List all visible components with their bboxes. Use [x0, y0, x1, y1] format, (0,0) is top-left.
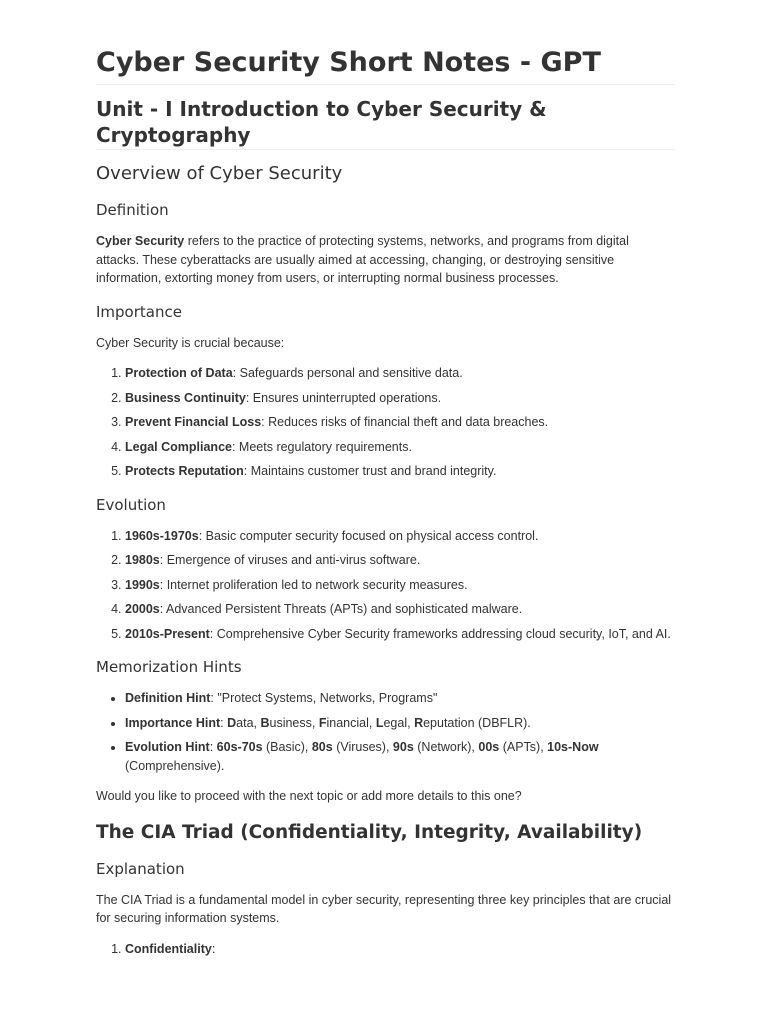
letter-b: B	[260, 715, 270, 730]
word-rest: usiness,	[269, 715, 319, 730]
item-term: Protects Reputation	[125, 464, 244, 478]
importance-intro: Cyber Security is crucial because:	[96, 335, 285, 350]
item-term: Importance Hint	[125, 715, 221, 730]
item-text: : Emergence of viruses and anti-virus software.	[159, 553, 421, 567]
item-text: : Basic computer security focused on physical access control.	[198, 528, 539, 543]
item-term: 1980s	[125, 553, 160, 567]
definition-paragraph	[96, 232, 675, 288]
word-rest: inancial,	[326, 715, 376, 730]
list-item	[125, 576, 675, 595]
period-term: 00s	[478, 740, 500, 754]
period-text: (Network),	[413, 740, 479, 754]
period-term: 60s-70s	[216, 740, 263, 754]
item-term: 1960s-1970s	[125, 528, 199, 543]
period-term: 80s	[311, 740, 333, 754]
item-term: Prevent Financial Loss	[125, 415, 262, 429]
importance-heading: Importance	[96, 302, 182, 321]
item-term: Protection of Data	[125, 366, 233, 380]
letter-l: L	[375, 715, 384, 730]
list-item	[125, 462, 675, 481]
explanation-heading: Explanation	[96, 859, 185, 878]
list-item	[125, 940, 675, 959]
item-text: : Reduces risks of financial theft and data breaches.	[261, 415, 549, 429]
list-item	[125, 389, 675, 408]
item-term: Business Continuity	[125, 390, 246, 405]
item-text: : Ensures uninterrupted operations.	[245, 390, 442, 405]
item-term: Evolution Hint	[125, 740, 210, 754]
definition-hint	[125, 689, 675, 708]
letter-f: F	[318, 715, 327, 730]
evolution-hint	[125, 738, 675, 775]
letter-r: R	[414, 715, 424, 730]
item-text: : Meets regulatory requirements.	[231, 439, 412, 454]
importance-list	[96, 364, 675, 481]
word-rest: egal,	[383, 715, 415, 730]
hints-heading: Memorization Hints	[96, 658, 242, 676]
evolution-list	[96, 527, 675, 644]
definition-heading: Definition	[96, 201, 169, 219]
period-text: (Comprehensive).	[125, 758, 225, 773]
item-text: : Safeguards personal and sensitive data.	[232, 366, 463, 380]
list-item	[125, 600, 675, 619]
word-rest: eputation (DBFLR).	[423, 715, 531, 730]
explanation-paragraph: The CIA Triad is a fundamental model in cyber security, representing three key principles that are crucial for securing information systems.	[96, 892, 672, 925]
separator: :	[209, 740, 217, 754]
period-text: (Viruses),	[332, 740, 393, 754]
definition-term: Cyber Security	[96, 234, 185, 248]
document-title: Cyber Security Short Notes - GPT	[96, 44, 675, 85]
list-item	[125, 438, 675, 457]
item-term: Legal Compliance	[125, 439, 232, 454]
word-rest: ata,	[236, 715, 261, 730]
item-text: : "Protect Systems, Networks, Programs"	[210, 691, 438, 705]
item-term: 2010s-Present	[125, 626, 210, 641]
overview-heading: Overview of Cyber Security	[96, 163, 343, 184]
evolution-heading: Evolution	[96, 495, 166, 514]
period-term: 10s-Now	[547, 740, 599, 754]
period-text: (APTs),	[499, 740, 548, 754]
item-term: Definition Hint	[125, 691, 211, 705]
separator: :	[220, 715, 228, 730]
hints-list	[96, 689, 675, 775]
item-text: :	[211, 941, 216, 956]
cia-heading: The CIA Triad (Confidentiality, Integrity, Availability)	[96, 821, 643, 843]
list-item	[125, 413, 675, 432]
item-text: : Internet proliferation led to network security measures.	[159, 577, 468, 592]
item-term: Confidentiality	[125, 941, 212, 956]
item-text: : Comprehensive Cyber Security frameworks addressing cloud security, IoT, and AI.	[209, 626, 671, 641]
cia-list	[96, 940, 675, 959]
list-item	[125, 364, 675, 383]
item-term: 2000s	[125, 602, 160, 616]
proceed-question: Would you like to proceed with the next topic or add more details to this one?	[96, 789, 522, 803]
list-item	[125, 551, 675, 570]
letter-d: D	[227, 715, 237, 730]
list-item	[125, 625, 675, 644]
importance-hint	[125, 714, 675, 733]
item-term: 1990s	[125, 577, 160, 592]
item-text: : Maintains customer trust and brand integrity.	[243, 464, 497, 478]
period-text: (Basic),	[262, 740, 312, 754]
definition-text: refers to the practice of protecting systems, networks, and programs from digital attacks. These cyberattacks are usually aimed at accessing, changing, or destroying sensitive information, extorting money from users, or interrupting normal business processes.	[96, 234, 629, 285]
item-text: : Advanced Persistent Threats (APTs) and sophisticated malware.	[159, 602, 523, 616]
list-item	[125, 527, 675, 546]
unit-heading: Unit - I Introduction to Cyber Security & Cryptography	[96, 96, 675, 150]
period-term: 90s	[392, 740, 414, 754]
